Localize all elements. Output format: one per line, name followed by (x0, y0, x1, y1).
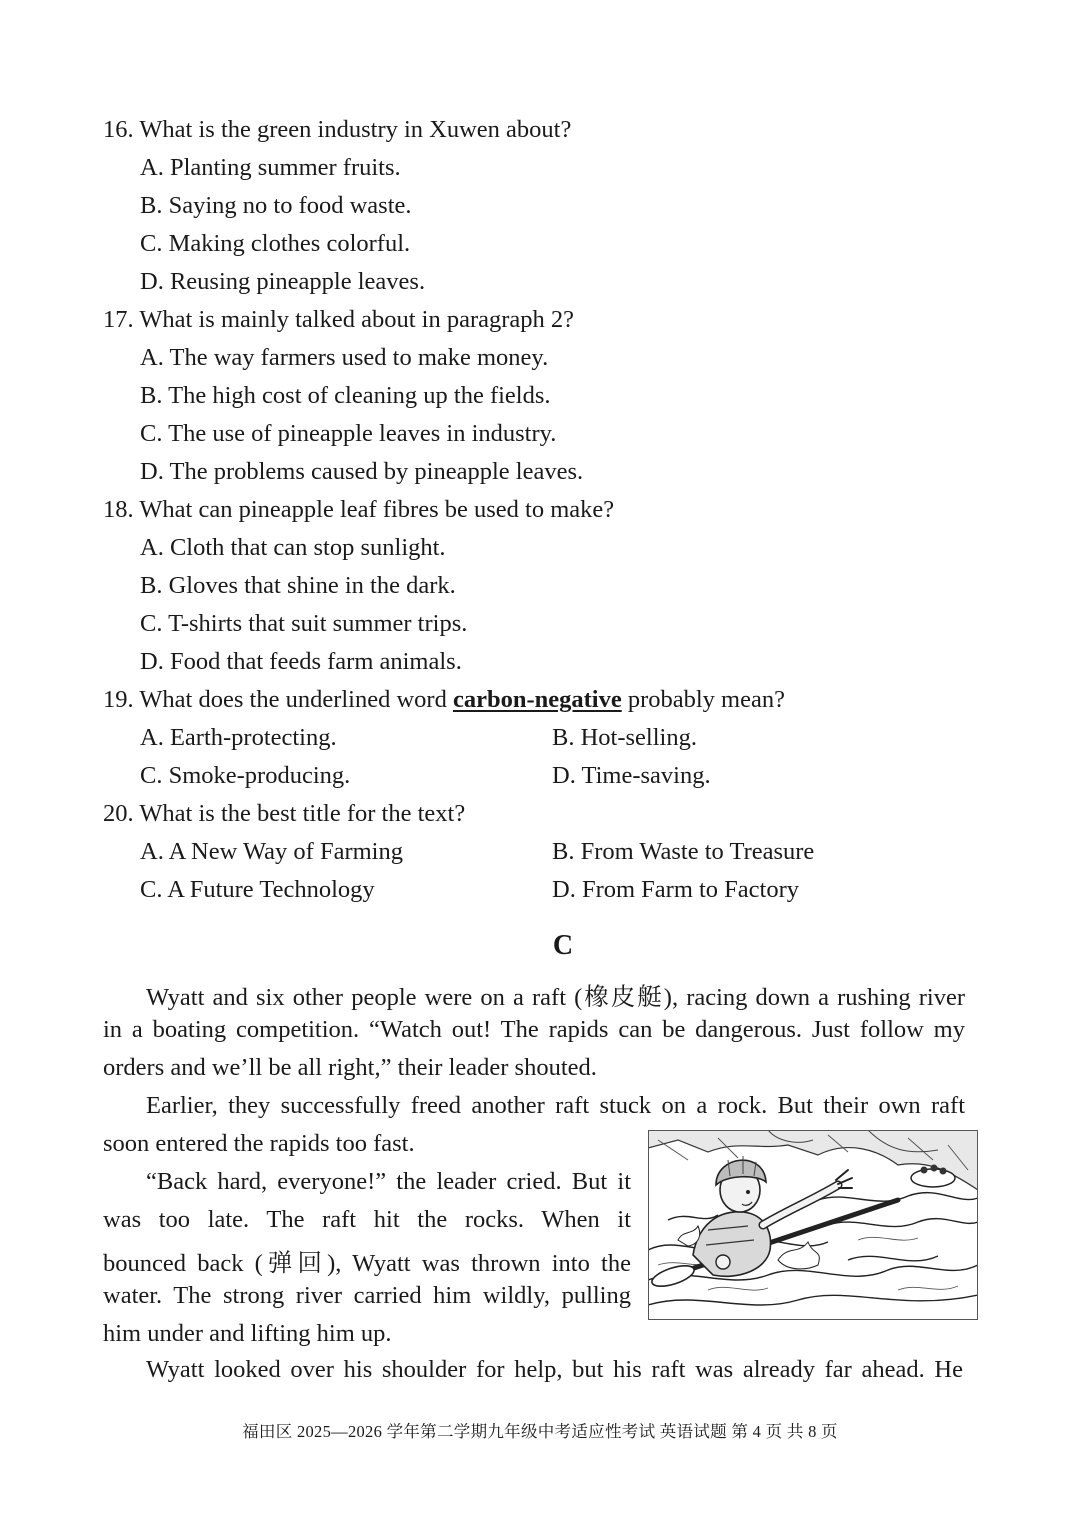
option-20b: B. From Waste to Treasure (552, 838, 815, 865)
question-16 (103, 116, 571, 144)
passage-line: him under and lifting him up. (103, 1320, 392, 1347)
question-20 (103, 800, 465, 828)
passage-line: Wyatt looked over his shoulder for help, but his raft was already far ahead. He (146, 1356, 963, 1383)
passage-line: orders and we’ll be all right,” their leader shouted. (103, 1054, 597, 1081)
option-16b: B. Saying no to food waste. (140, 192, 412, 219)
passage-line: Wyatt and six other people were on a raft (橡皮艇), racing down a rushing river (146, 984, 965, 1011)
passage-line: soon entered the rapids too fast. (103, 1130, 415, 1157)
question-stem: What can pineapple leaf fibres be used to make? (139, 496, 615, 523)
passage-line: Earlier, they successfully freed another raft stuck on a rock. But their own raft (146, 1092, 965, 1119)
passage-line: “Back hard, everyone!” the leader cried. But it (146, 1168, 631, 1195)
option-16c: C. Making clothes colorful. (140, 230, 411, 257)
option-18b: B. Gloves that shine in the dark. (140, 572, 456, 599)
passage-line: was too late. The raft hit the rocks. When it (103, 1206, 631, 1233)
question-stem-post: probably mean? (621, 686, 785, 713)
option-20d: D. From Farm to Factory (552, 876, 800, 903)
question-stem: What is mainly talked about in paragraph 2? (139, 306, 575, 333)
option-19c: C. Smoke-producing. (140, 762, 351, 789)
option-20a: A. A New Way of Farming (140, 838, 403, 865)
underlined-keyword: carbon-negative (452, 686, 622, 713)
question-19 (103, 686, 785, 714)
passage-line: bounced back (弹回), Wyatt was thrown into the (103, 1250, 631, 1277)
option-16a: A. Planting summer fruits. (140, 154, 401, 181)
option-17c: C. The use of pineapple leaves in industry. (140, 420, 557, 447)
page-footer: 福田区 2025—2026 学年第二学期九年级中考适应性考试 英语试题 第 4 页 共 8 页 (242, 1422, 838, 1441)
question-17 (103, 306, 574, 334)
option-19b: B. Hot-selling. (552, 724, 697, 751)
option-17d: D. The problems caused by pineapple leaves. (140, 458, 584, 485)
option-18c: C. T-shirts that suit summer trips. (140, 610, 468, 637)
question-number: 19. (103, 686, 134, 713)
question-number: 16. (103, 116, 134, 143)
rafting-illustration (648, 1130, 978, 1320)
option-19d: D. Time-saving. (552, 762, 711, 789)
passage-line: water. The strong river carried him wildly, pulling (103, 1282, 631, 1309)
question-stem: What is the green industry in Xuwen about? (139, 116, 572, 143)
question-number: 20. (103, 800, 134, 827)
option-19a: A. Earth-protecting. (140, 724, 337, 751)
option-18a: A. Cloth that can stop sunlight. (140, 534, 446, 561)
section-heading: C (552, 930, 574, 961)
option-18d: D. Food that feeds farm animals. (140, 648, 462, 675)
option-17a: A. The way farmers used to make money. (140, 344, 549, 371)
passage-line: in a boating competition. “Watch out! The rapids can be dangerous. Just follow my (103, 1016, 965, 1043)
question-stem-pre: What does the underlined word (139, 686, 453, 713)
question-18 (103, 496, 614, 524)
option-20c: C. A Future Technology (140, 876, 375, 903)
option-16d: D. Reusing pineapple leaves. (140, 268, 426, 295)
option-17b: B. The high cost of cleaning up the fields. (140, 382, 551, 409)
question-stem: What is the best title for the text? (139, 800, 466, 827)
question-number: 18. (103, 496, 134, 523)
question-number: 17. (103, 306, 134, 333)
